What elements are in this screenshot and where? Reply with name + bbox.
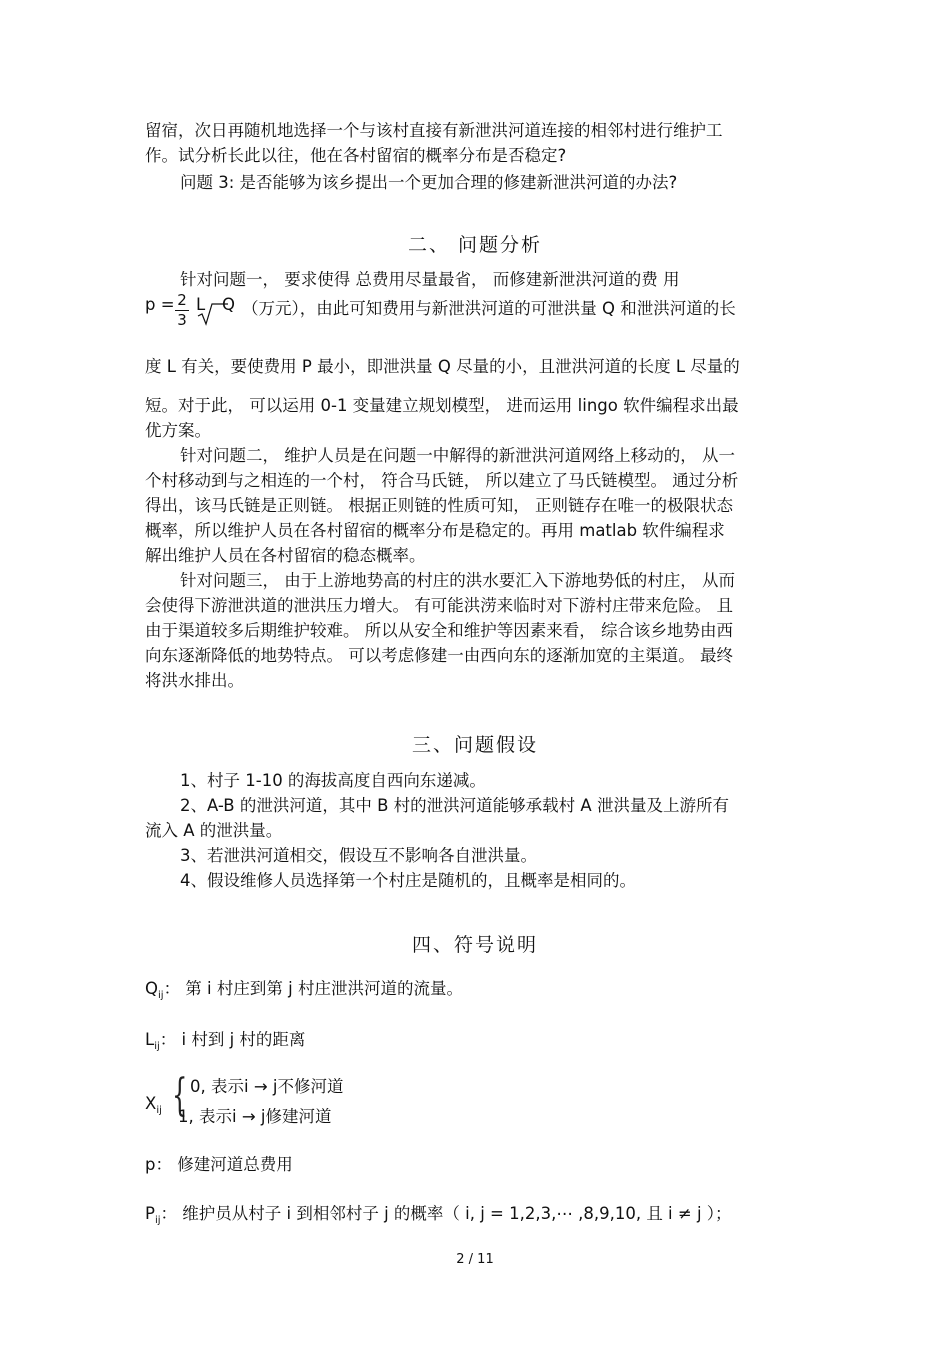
formula-L: L xyxy=(196,295,206,314)
paragraph-line: 度 L 有关，要使费用 P 最小，即泄洪量 Q 尽量的小，且泄洪河道的长度 L 尽量的 xyxy=(145,357,740,376)
section-heading-analysis: 二、 问题分析 xyxy=(407,234,543,256)
symbol-X: $X_{ij}$ xyxy=(145,1094,162,1116)
page-number: 2 / 11 xyxy=(456,1252,494,1267)
symbol-Q: $Q_{ij}$： 第 i 村庄到第 j 村庄泄洪河道的流量。 xyxy=(145,979,463,1001)
paragraph-line: 作。试分析长此以往，他在各村留宿的概率分布是否稳定? xyxy=(145,146,567,165)
symbol-p: p： 修建河道总费用 xyxy=(145,1155,293,1174)
assumption-item: 3、若泄洪河道相交，假设互不影响各自泄洪量。 xyxy=(180,846,537,865)
paragraph-line: 得出，该马氏链是正则链。 根据正则链的性质可知， 正则链存在唯一的极限状态 xyxy=(145,496,733,515)
assumption-item: 流入 A 的泄洪量。 xyxy=(145,821,283,840)
assumption-item: 4、假设维修人员选择第一个村庄是随机的，且概率是相同的。 xyxy=(180,871,636,890)
paragraph-line: 针对问题三， 由于上游地势高的村庄的洪水要汇入下游地势低的村庄， 从而 xyxy=(180,571,735,590)
section-heading-symbols: 四、符号说明 xyxy=(411,934,538,956)
section-heading-assumptions: 三、问题假设 xyxy=(411,734,538,756)
assumption-item: 2、A-B 的泄洪河道，其中 B 村的泄洪河道能够承载村 A 泄洪量及上游所有 xyxy=(180,796,729,815)
paragraph-line: 向东逐渐降低的地势特点。 可以考虑修建一由西向东的逐渐加宽的主渠道。 最终 xyxy=(145,646,733,665)
paragraph-line: 留宿，次日再随机地选择一个与该村直接有新泄洪河道连接的相邻村进行维护工 xyxy=(145,121,723,140)
assumption-item: 1、村子 1-10 的海拔高度自西向东递减。 xyxy=(180,771,486,790)
paragraph-line: 个村移动到与之相连的一个村， 符合马氏链， 所以建立了马氏链模型。 通过分析 xyxy=(145,471,739,490)
formula-text: （万元），由此可知费用与新泄洪河道的可泄洪量 Q 和泄洪河道的长 xyxy=(242,299,736,318)
paragraph-line: 概率，所以维护人员在各村留宿的概率分布是稳定的。再用 matlab 软件编程求 xyxy=(145,521,725,540)
cases-brace: { xyxy=(172,1070,188,1121)
formula-Q: Q xyxy=(222,295,235,314)
paragraph-line: 由于渠道较多后期维护较难。 所以从安全和维护等因素来看， 综合该乡地势由西 xyxy=(145,621,733,640)
x-case-1: 1, 表示i → j修建河道 xyxy=(178,1107,332,1126)
cost-formula-p: p = xyxy=(145,295,175,314)
symbol-L: $L_{ij}$： i 村到 j 村的距离 xyxy=(145,1030,306,1052)
paragraph-line: 会使得下游泄洪道的泄洪压力增大。 有可能洪涝来临时对下游村庄带来危险。 且 xyxy=(145,596,733,615)
x-case-0: 0, 表示i → j不修河道 xyxy=(190,1077,344,1096)
question-3: 问题 3: 是否能够为该乡提出一个更加合理的修建新泄洪河道的办法? xyxy=(180,173,678,192)
paragraph-line: 针对问题一， 要求使得 总费用尽量最省， 而修建新泄洪河道的费 用 xyxy=(180,270,680,289)
paragraph-line: 将洪水排出。 xyxy=(145,671,244,690)
paragraph-line: 优方案。 xyxy=(145,421,211,440)
fraction-two-thirds: 2 3 xyxy=(175,292,189,329)
paragraph-line: 解出维护人员在各村留宿的稳态概率。 xyxy=(145,546,426,565)
paragraph-line: 短。对于此， 可以运用 0-1 变量建立规划模型， 进而运用 lingo 软件编程求出最 xyxy=(145,396,739,415)
paragraph-line: 针对问题二， 维护人员是在问题一中解得的新泄洪河道网络上移动的， 从一 xyxy=(180,446,735,465)
symbol-P: $P_{ij}$： 维护员从村子 i 到相邻村子 j 的概率（ i, j = 1,2,3,⋯ ,8,9,10, 且 i ≠ j ）； xyxy=(145,1204,732,1226)
